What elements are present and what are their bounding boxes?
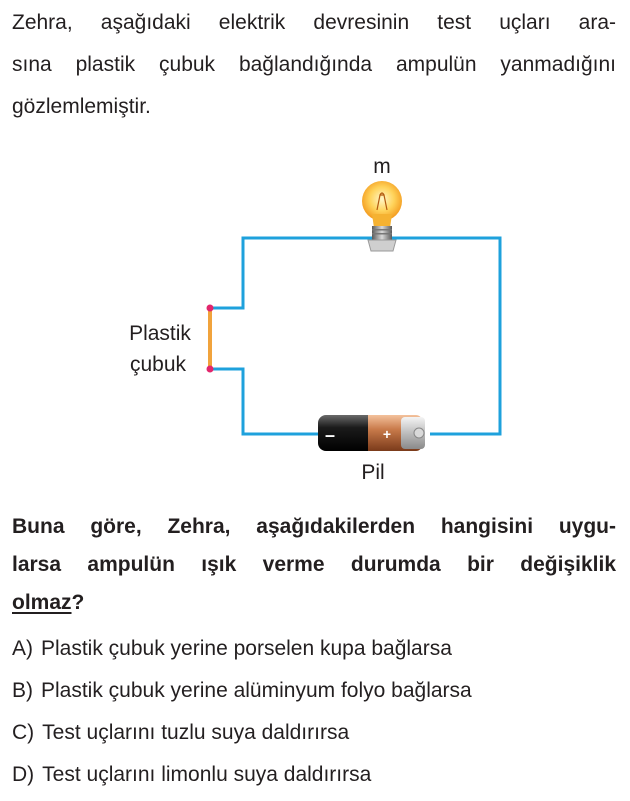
question-line-2: larsa ampulün ışık verme durumda bir değişiklik [12, 553, 616, 576]
rod-label-line-1: Plastik [129, 322, 191, 345]
bottom-wire [210, 369, 322, 434]
question-line-1: Buna göre, Zehra, aşağıdakilerden hangisini uygu- [12, 515, 616, 538]
option-text: Test uçlarını limonlu suya daldırırsa [42, 763, 372, 786]
answer-options [12, 628, 616, 796]
question-line-3 [12, 584, 616, 622]
option-a[interactable] [12, 628, 616, 670]
rod-label-line-2: çubuk [129, 353, 187, 376]
intro-line-3: gözlemlemiştir. [12, 95, 151, 118]
intro-text [12, 2, 616, 128]
battery-plus-sign: + [382, 426, 392, 442]
rod-label [129, 322, 191, 376]
question-text [12, 508, 616, 622]
option-letter: B) [12, 679, 33, 702]
intro-line-2: sına plastik çubuk bağlandığında ampulün yanmadığını [12, 53, 616, 76]
option-letter: D) [12, 763, 35, 786]
light-bulb [362, 181, 402, 251]
option-letter: C) [12, 721, 35, 744]
terminal-bottom [207, 366, 214, 373]
option-text: Test uçlarını tuzlu suya daldırırsa [42, 721, 350, 744]
terminal-top [207, 305, 214, 312]
circuit-diagram [0, 140, 630, 500]
option-letter: A) [12, 637, 33, 660]
top-wire [210, 238, 500, 434]
option-c[interactable] [12, 712, 616, 754]
option-text: Plastik çubuk yerine porselen kupa bağlarsa [41, 637, 452, 660]
battery-minus-sign: – [324, 425, 336, 445]
option-text: Plastik çubuk yerine alüminyum folyo bağlarsa [41, 679, 472, 702]
option-b[interactable] [12, 670, 616, 712]
question-mark: ? [71, 591, 85, 614]
question-emphasis: olmaz [12, 591, 72, 614]
bulb-label: m [373, 155, 391, 178]
battery [318, 415, 425, 451]
circuit-wires [210, 238, 500, 434]
battery-label: Pil [361, 461, 385, 484]
battery-terminal [414, 428, 424, 438]
intro-line-1: Zehra, aşağıdaki elektrik devresinin test uçları ara- [12, 11, 616, 34]
option-d[interactable] [12, 754, 616, 796]
